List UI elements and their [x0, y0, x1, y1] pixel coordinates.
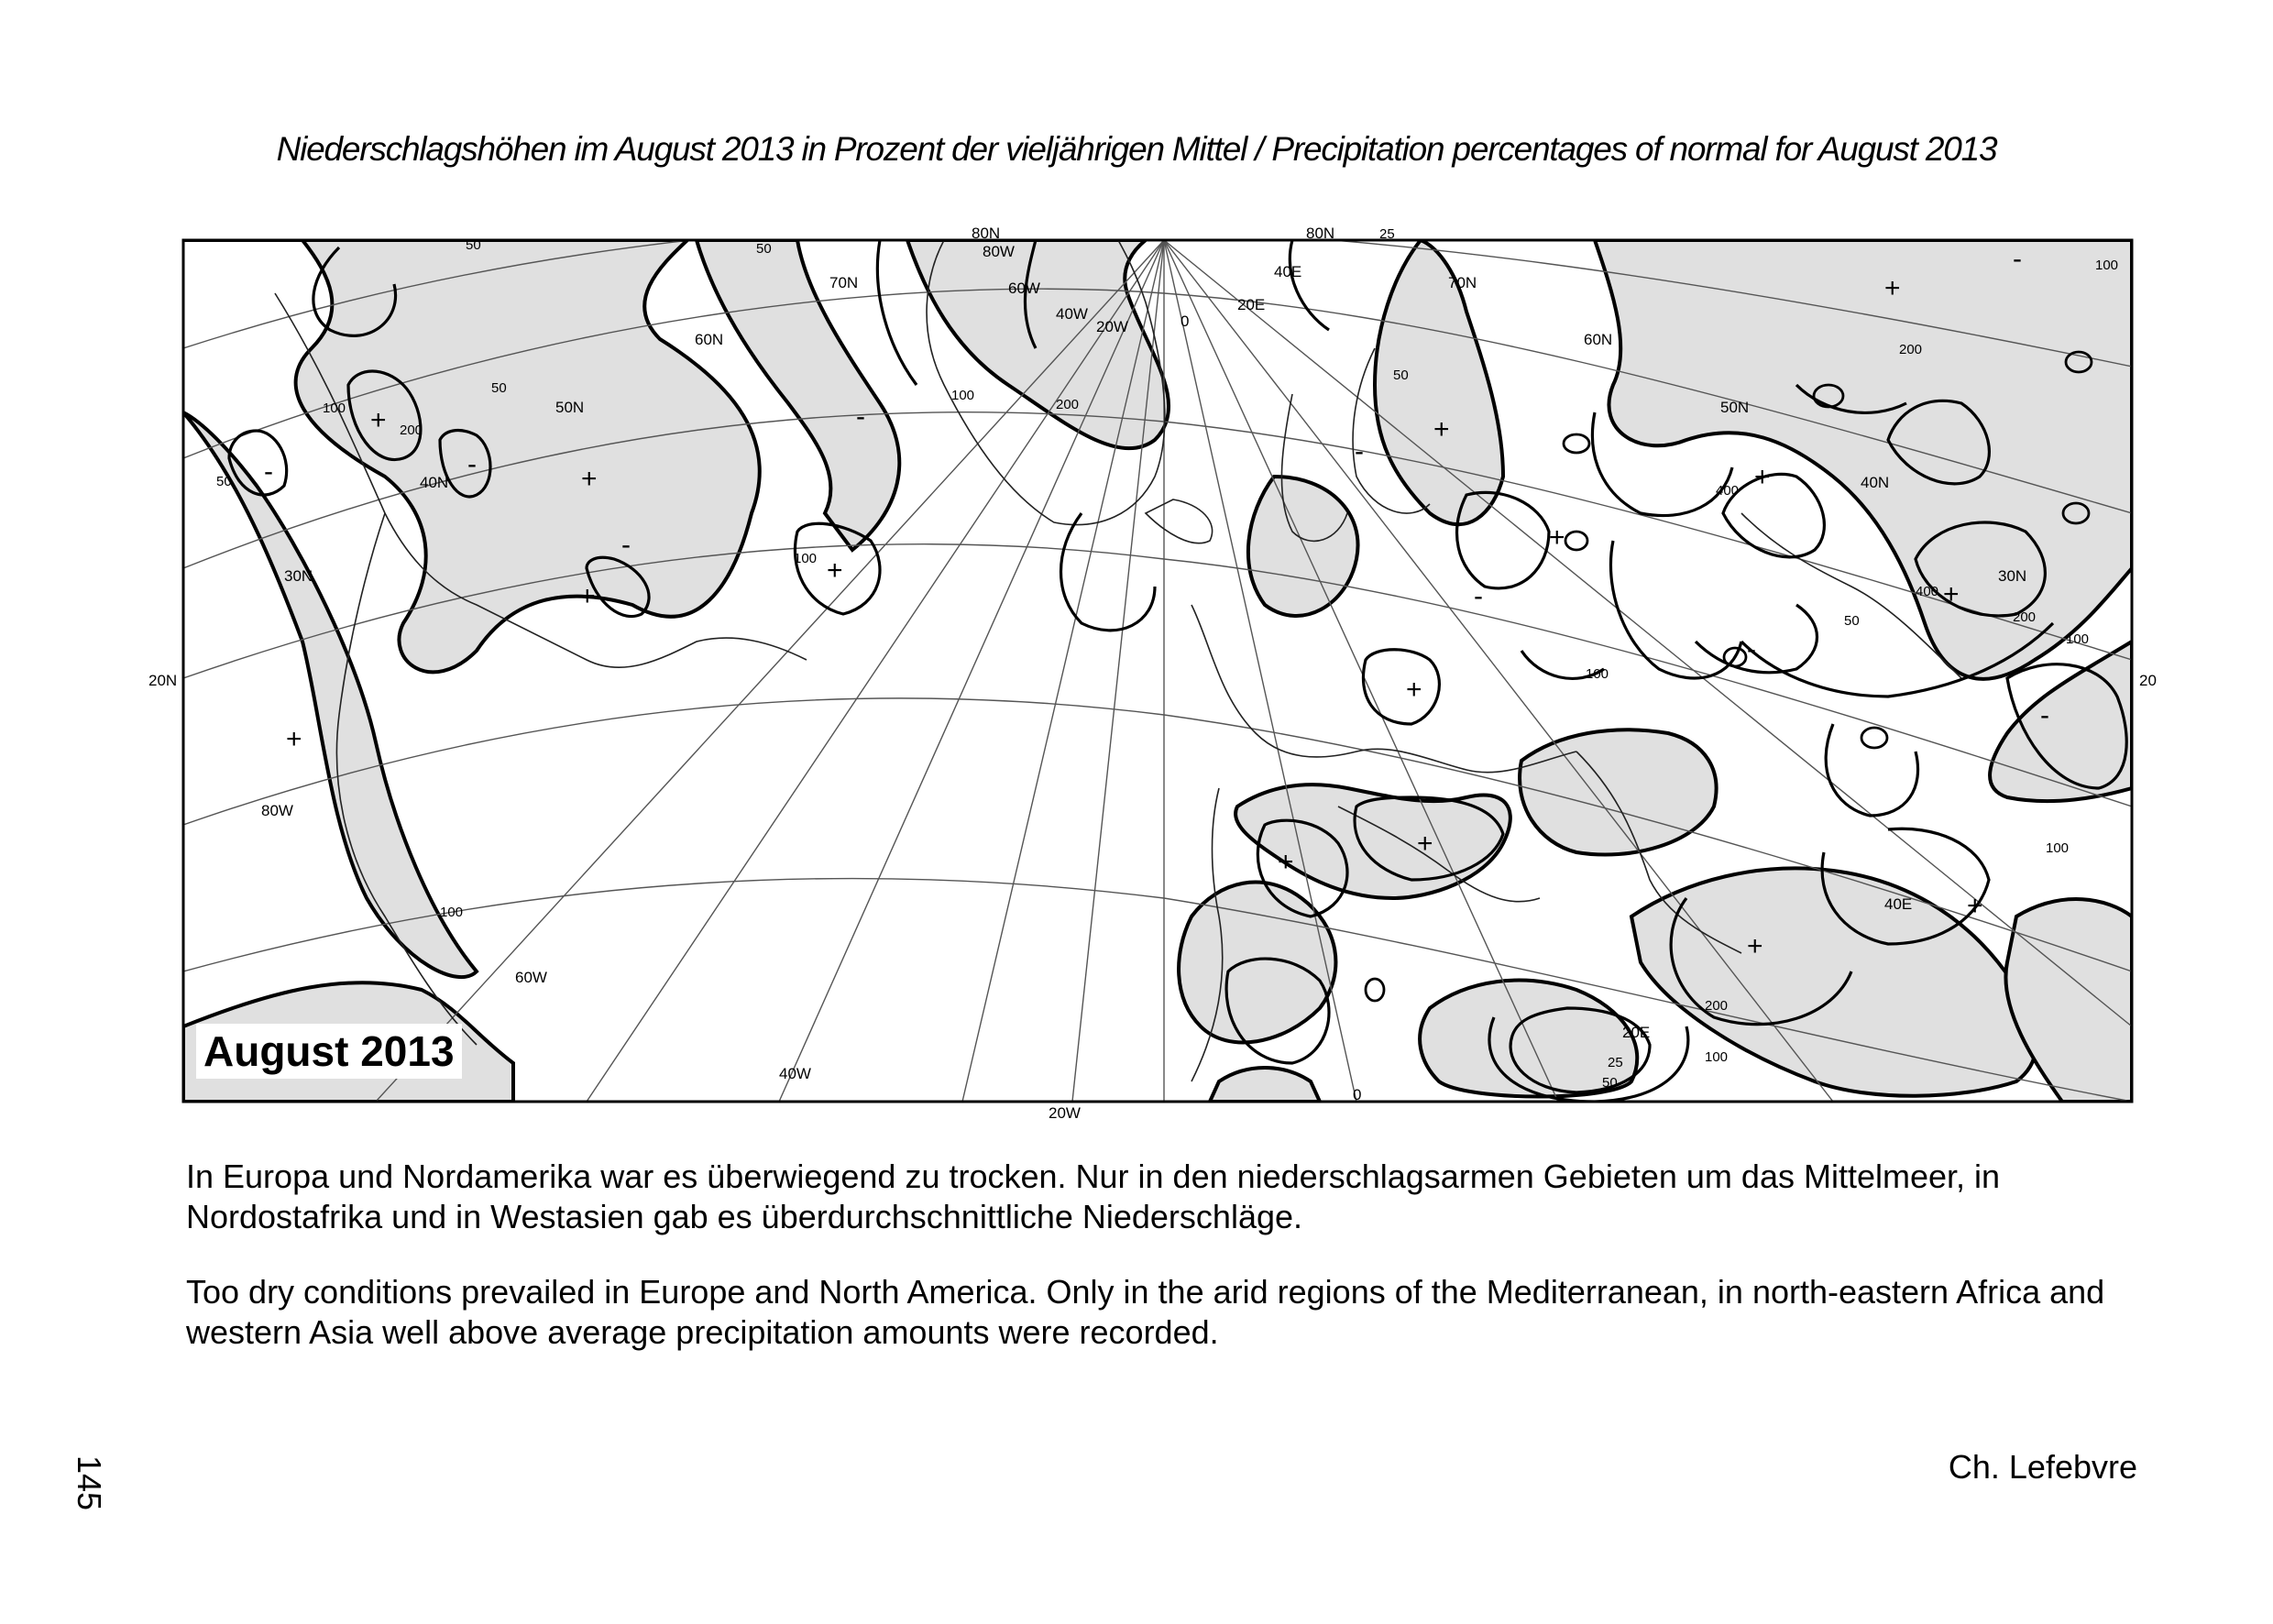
anomaly-sign: + — [1417, 828, 1433, 859]
anomaly-sign: - — [1747, 634, 1756, 664]
contour-label: 100 — [2095, 258, 2119, 273]
contour-label: 100 — [1586, 666, 1609, 682]
contour-label: 200 — [1705, 998, 1729, 1014]
lon-label: 40W — [1056, 305, 1088, 323]
anomaly-sign: - — [467, 449, 477, 479]
lat-label: 20 — [2139, 672, 2157, 689]
contour-label: 100 — [323, 401, 346, 416]
lat-label: 30N — [1998, 567, 2027, 585]
lat-label: 70N — [829, 274, 859, 291]
page-number: 145 — [71, 1455, 108, 1511]
anomaly-sign: + — [1433, 414, 1450, 444]
anomaly-sign: - — [856, 401, 865, 432]
anomaly-sign: + — [1549, 522, 1565, 553]
anomaly-sign: + — [1967, 891, 1983, 921]
lon-label: 80W — [983, 243, 1015, 260]
lat-label: 20N — [148, 672, 178, 689]
contour-label: 100 — [440, 905, 464, 920]
anomaly-sign: + — [1406, 675, 1422, 705]
contour-label: 50 — [756, 241, 772, 257]
contour-label: 100 — [951, 388, 975, 403]
anomaly-sign: + — [1884, 273, 1901, 303]
lat-label: 60N — [1584, 331, 1613, 348]
anomaly-sign: - — [264, 456, 273, 487]
anomaly-sign: - — [2013, 244, 2022, 274]
anomaly-sign: + — [1754, 462, 1771, 492]
page-title: Niederschlagshöhen im August 2013 in Prozent der vieljährigen Mittel / Precipitation percentages of normal for August 2013 — [276, 130, 1997, 168]
contour-label: 50 — [491, 380, 507, 396]
map-content — [183, 223, 2132, 1102]
lon-label: 0 — [1180, 313, 1190, 330]
lat-label: 40N — [420, 474, 449, 491]
anomaly-sign: + — [579, 581, 596, 611]
lat-label: 30N — [284, 567, 313, 585]
anomaly-sign: + — [286, 724, 302, 754]
map-date-badge: August 2013 — [196, 1024, 462, 1079]
contour-label: 50 — [1393, 368, 1409, 383]
lat-label: 50N — [555, 399, 585, 416]
lat-label: 50N — [1720, 399, 1750, 416]
contour-label: 100 — [2046, 840, 2070, 856]
contour-label: 200 — [2013, 609, 2037, 625]
author-credit: Ch. Lefebvre — [1948, 1448, 2137, 1486]
lat-label: 70N — [1448, 274, 1477, 291]
lat-label: 80N — [1306, 225, 1335, 242]
anomaly-sign: - — [1474, 581, 1483, 611]
lon-label: 40E — [1274, 263, 1302, 280]
lon-label: 0 — [1353, 1086, 1362, 1103]
contour-label: 100 — [2066, 631, 2090, 647]
contour-label: 400 — [1716, 483, 1740, 499]
lat-label: 80N — [972, 225, 1001, 242]
anomaly-sign: + — [827, 555, 843, 586]
contour-label: 25 — [1608, 1055, 1623, 1070]
anomaly-sign: - — [1355, 436, 1364, 466]
contour-label: 200 — [1056, 397, 1080, 412]
contour-label: 100 — [794, 551, 818, 566]
lon-label: 40E — [1884, 895, 1913, 913]
anomaly-sign: + — [1747, 931, 1763, 961]
lon-label: 20E — [1237, 296, 1266, 313]
anomaly-sign: + — [370, 405, 387, 435]
contour-label: 50 — [466, 237, 481, 253]
lon-label: 20W — [1049, 1104, 1081, 1122]
contour-label: 100 — [1705, 1049, 1729, 1065]
description-german: In Europa und Nordamerika war es überwiegend zu trocken. Nur in den niederschlagsarmen Gebieten um das Mittelmeer, in Nordostafrika und in Westasien gab es überdurchschnittliche Niederschläge. — [186, 1158, 2001, 1235]
description-english: Too dry conditions prevailed in Europe and North America. Only in the arid regions of the Mediterranean, in north-eastern Africa and western Asia well above average precipitation amounts were recorded. — [186, 1273, 2105, 1351]
lon-label: 60W — [515, 969, 547, 986]
lon-label: 20E — [1622, 1024, 1651, 1041]
anomaly-sign: + — [1278, 847, 1294, 877]
contour-label: 400 — [1916, 584, 1939, 599]
lon-label: 20W — [1096, 318, 1128, 335]
contour-label: 200 — [400, 422, 423, 438]
lon-label: 80W — [261, 802, 293, 819]
shade-black-sea — [1520, 730, 1716, 854]
contour-label: 50 — [216, 474, 232, 489]
lon-label: 40W — [779, 1065, 811, 1082]
anomaly-sign: - — [621, 530, 631, 560]
contour-label: 50 — [1844, 613, 1860, 629]
lat-label: 60N — [695, 331, 724, 348]
anomaly-sign: + — [581, 464, 598, 494]
contour-label: 25 — [1379, 226, 1395, 242]
lon-label: 60W — [1008, 280, 1040, 297]
anomaly-sign: + — [1943, 579, 1960, 609]
lat-label: 40N — [1861, 474, 1890, 491]
contour-label: 50 — [1602, 1075, 1618, 1091]
contour-label: 200 — [1899, 342, 1923, 357]
anomaly-sign: - — [2040, 700, 2049, 730]
